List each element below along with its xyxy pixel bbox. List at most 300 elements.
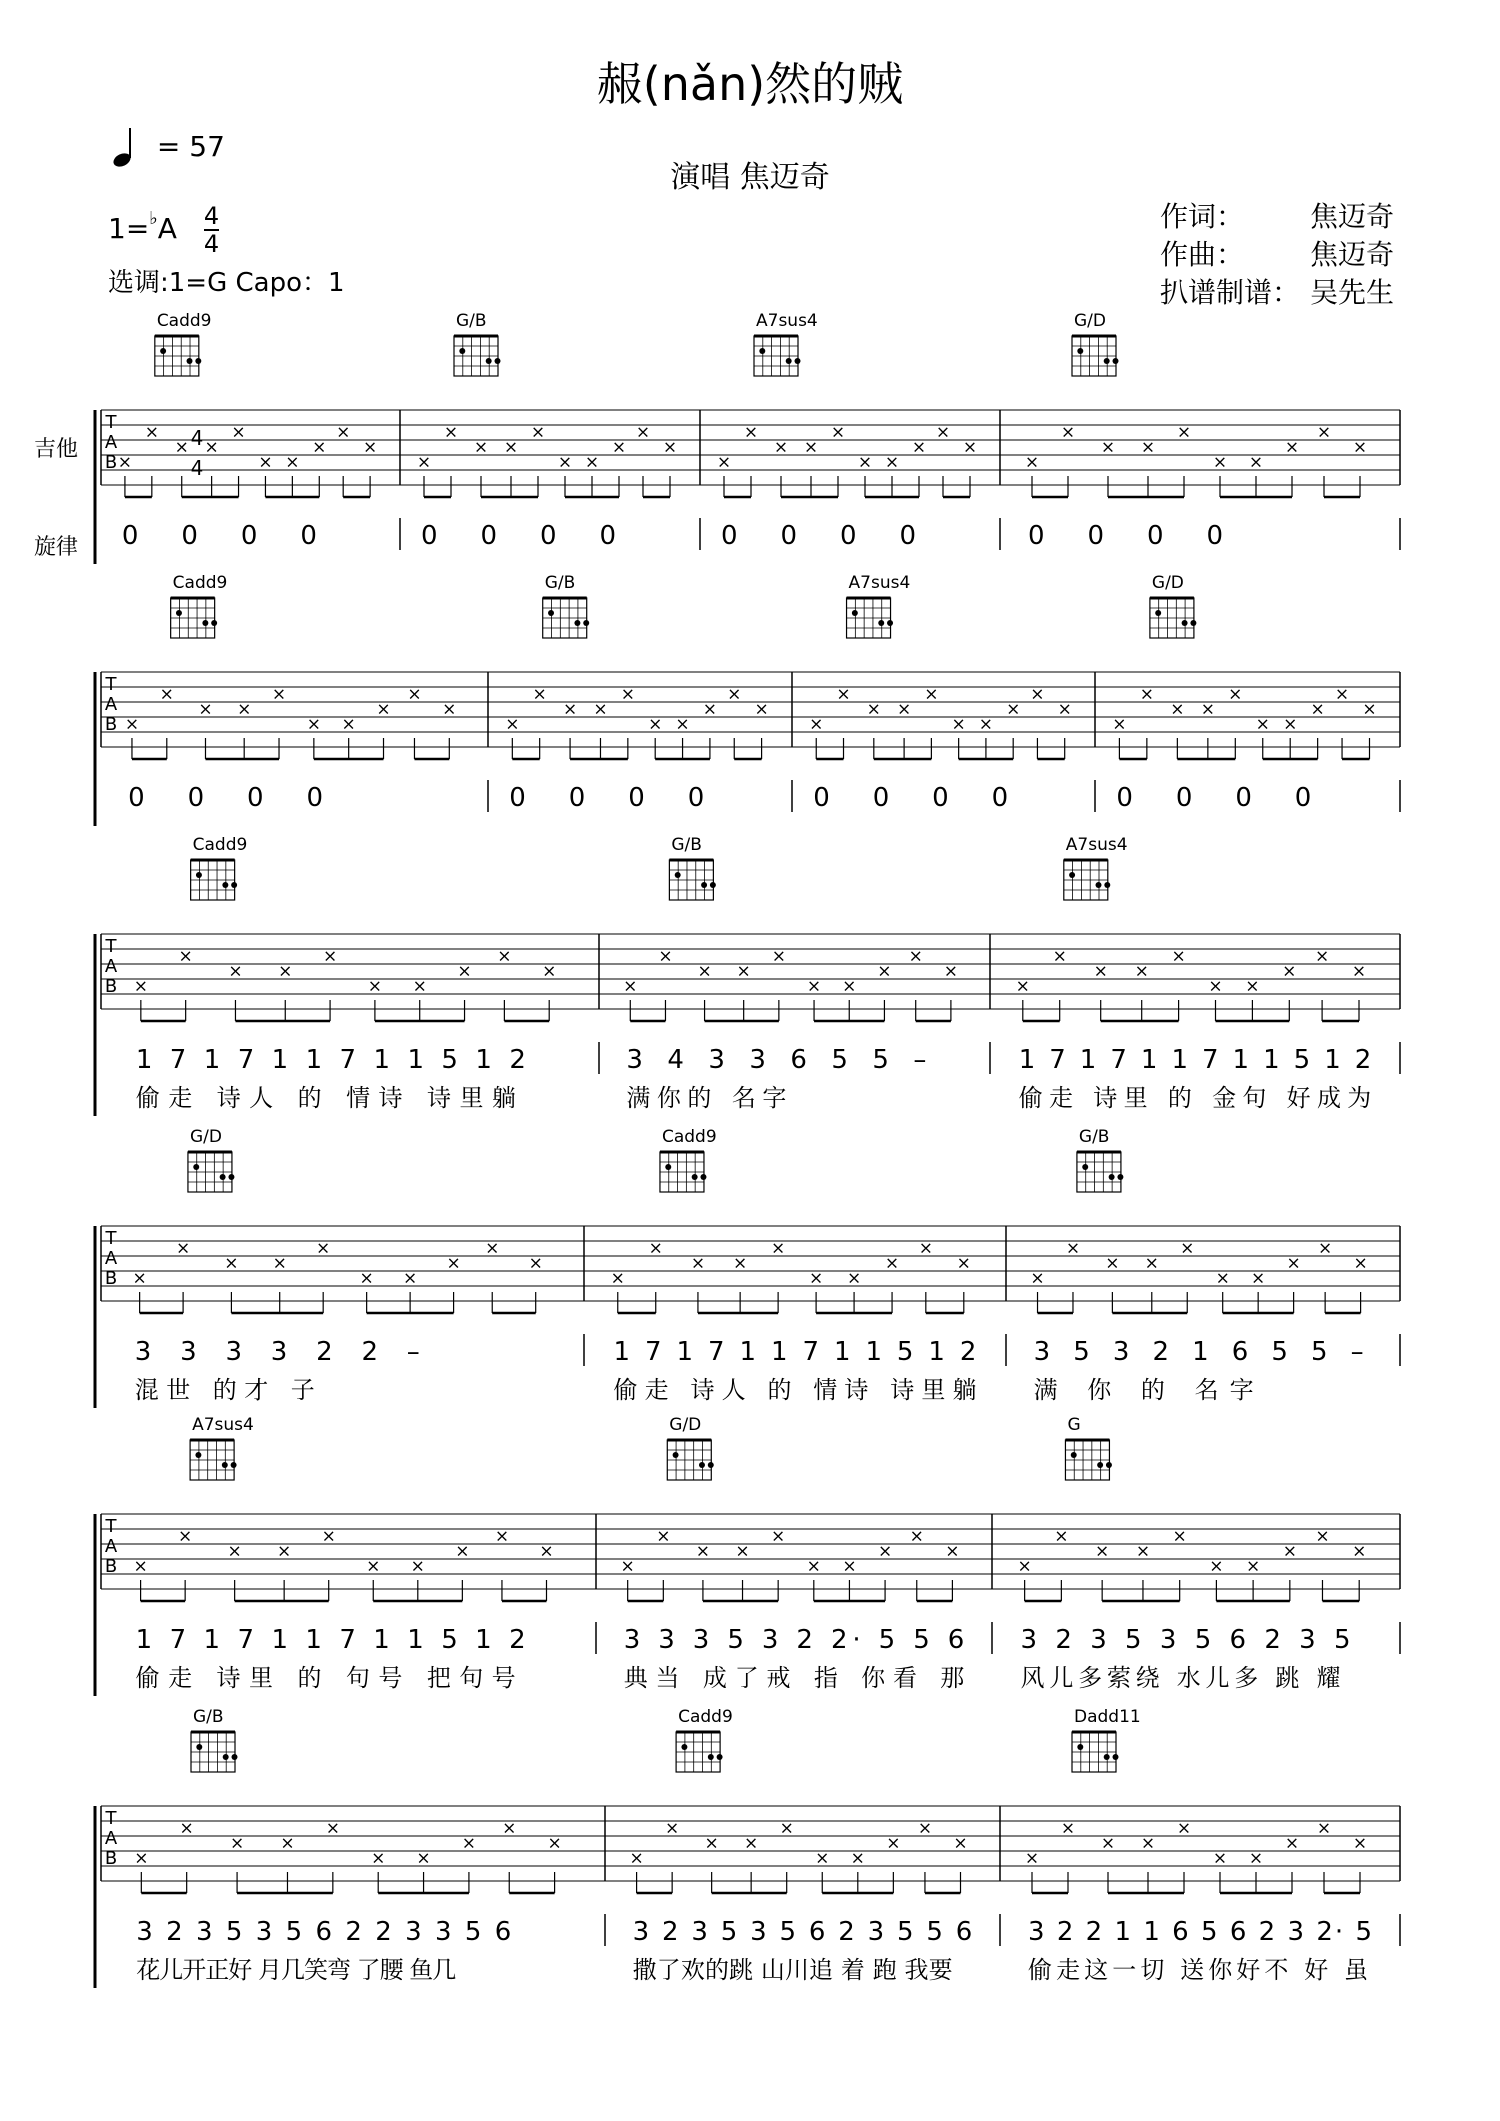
chord-name: G/D [189, 1127, 222, 1147]
transcriber-label: 扒谱制谱： [1160, 276, 1301, 309]
tab-x-note: × [620, 1556, 635, 1577]
finger-dot [795, 358, 801, 364]
tab-x-note: × [312, 437, 327, 458]
tab-x-note: × [258, 452, 273, 473]
lyric-text: 满 你 的 名字 [1033, 1376, 1254, 1404]
chord-name: A7sus4 [1065, 835, 1128, 855]
finger-dot [1106, 1462, 1112, 1468]
tab-x-note: × [1352, 1541, 1367, 1562]
tab-x-note: × [1057, 699, 1072, 720]
finger-dot [195, 1452, 201, 1458]
finger-dot [211, 620, 217, 626]
tab-x-note: × [1228, 684, 1243, 705]
tab-x-note: × [271, 684, 287, 705]
tab-x-note: × [306, 714, 321, 735]
tab-x-note: × [178, 1526, 193, 1547]
chord-diagram [676, 1732, 723, 1772]
tab-clef-letter: A [104, 1248, 118, 1269]
finger-dot [193, 1164, 199, 1170]
tab-x-note: × [159, 684, 174, 705]
tab-x-note: × [1030, 1268, 1045, 1289]
tab-x-note: × [117, 452, 133, 473]
tab-x-note: × [610, 1268, 625, 1289]
tab-x-note: × [695, 1541, 711, 1562]
tab-x-note: × [716, 452, 732, 473]
tab-x-note: × [770, 1238, 786, 1259]
tab-x-note: × [953, 1833, 968, 1854]
finger-dot [1069, 872, 1075, 878]
time-sig-bottom: 4 [203, 230, 220, 258]
tab-x-note: × [779, 1818, 794, 1839]
chord-name: Cadd9 [678, 1707, 733, 1727]
capo-info: 选调:1=G Capo：1 [108, 268, 345, 298]
tab-x-note: × [771, 946, 786, 967]
tab-x-note: × [806, 1556, 821, 1577]
finger-dot [699, 1462, 705, 1468]
tab-x-note: × [917, 1818, 933, 1839]
tab-x-note: × [227, 1541, 242, 1562]
lyricist-label: 作词： [1160, 200, 1245, 233]
tab-x-note: × [884, 452, 900, 473]
tab-x-note: × [1282, 961, 1297, 982]
tab-x-note: × [1176, 422, 1192, 443]
tab-x-note: × [1316, 422, 1332, 443]
melody-numbers: 3 3 3 3 2 2 – [134, 1337, 420, 1367]
chord-name: Cadd9 [172, 573, 228, 593]
melody-numbers: 3 4 3 3 6 5 5 – [626, 1045, 927, 1075]
melody-part-label: 旋律 [34, 535, 79, 560]
finger-dot [1082, 1164, 1088, 1170]
finger-dot [574, 620, 580, 626]
tab-x-note: × [336, 422, 351, 443]
tab-x-note: × [229, 1833, 245, 1854]
chord-diagram [1064, 860, 1111, 900]
tab-x-note: × [665, 1818, 680, 1839]
tab-x-note: × [690, 1253, 706, 1274]
tab-x-note: × [1030, 684, 1045, 705]
finger-dot [1155, 610, 1161, 616]
chord-name: G/D [1151, 573, 1184, 593]
tab-x-note: × [1170, 699, 1185, 720]
tab-x-note: × [1100, 437, 1116, 458]
tab-x-note: × [366, 1556, 381, 1577]
tab-x-note: × [1140, 437, 1156, 458]
chord-diagram [454, 336, 501, 376]
finger-dot [195, 358, 201, 364]
tab-x-note: × [1060, 1818, 1076, 1839]
tab-x-note: × [629, 1848, 644, 1869]
tab-x-note: × [806, 976, 822, 997]
tab-clef-letter: T [105, 1228, 117, 1249]
tab-x-note: × [1006, 699, 1021, 720]
tab-clef-letter: T [105, 1808, 117, 1829]
chord-name: Cadd9 [192, 835, 248, 855]
tab-x-note: × [455, 1541, 470, 1562]
lyric-text: 撒了欢的跳 山川追 着 跑 我要 [632, 1956, 953, 1984]
tab-clef-letter: T [105, 936, 117, 957]
key-note: A [157, 212, 177, 245]
chord-diagram [669, 860, 716, 900]
tab-x-note: × [1352, 437, 1368, 458]
tab-x-note: × [1314, 946, 1330, 967]
chord-diagram [667, 1440, 714, 1480]
tab-clef-letter: A [104, 694, 118, 715]
tab-x-note: × [457, 961, 472, 982]
composer-name: 焦迈奇 [1310, 238, 1395, 271]
melody-numbers: 1 7 1 7 1 1 7 1 1 5 1 2 [135, 1625, 526, 1655]
composer-label: 作曲： [1160, 238, 1245, 271]
tab-x-note: × [611, 437, 627, 458]
lyric-text: 偷走 诗人 的 情诗 诗里躺 [135, 1084, 516, 1112]
tab-x-note: × [528, 1253, 543, 1274]
melody-numbers: 0 0 0 0 [1028, 521, 1223, 551]
finger-dot [220, 1174, 226, 1180]
tab-x-note: × [1310, 699, 1325, 720]
tab-x-note: × [1284, 1833, 1300, 1854]
tab-x-note: × [1208, 976, 1223, 997]
tab-x-note: × [658, 946, 673, 967]
tab-x-note: × [530, 422, 546, 443]
tab-clef-letter: T [105, 1516, 117, 1537]
tab-x-note: × [376, 699, 391, 720]
tab-x-note: × [175, 1238, 191, 1259]
chord-diagram [660, 1152, 707, 1192]
tab-clef-letter: T [105, 674, 117, 695]
tab-x-note: × [735, 1541, 750, 1562]
finger-dot [202, 620, 208, 626]
tab-x-note: × [367, 976, 383, 997]
finger-dot [1096, 882, 1102, 888]
tab-x-note: × [1245, 976, 1260, 997]
tab-x-note: × [485, 1238, 500, 1259]
melody-numbers: 0 0 0 0 [721, 521, 916, 551]
tab-x-note: × [416, 452, 432, 473]
tab-x-note: × [911, 437, 927, 458]
chord-name: G/B [671, 835, 702, 855]
tab-x-note: × [978, 714, 994, 735]
tab-x-note: × [935, 422, 951, 443]
tab-x-note: × [1283, 714, 1298, 735]
finger-dot [1104, 1754, 1110, 1760]
chord-diagram [155, 336, 202, 376]
tab-clef-letter: B [104, 452, 118, 473]
finger-dot [692, 1174, 698, 1180]
tab-x-note: × [1024, 452, 1040, 473]
lyric-text: 典当 成了戒 指 你看 那 [623, 1664, 965, 1692]
melody-numbers: 0 0 0 0 [509, 783, 705, 813]
tab-x-note: × [1144, 1253, 1159, 1274]
tab-x-note: × [842, 976, 857, 997]
song-title: 赧(nǎn)然的贼 [596, 57, 904, 111]
tab-x-note: × [648, 714, 663, 735]
melody-numbers: 3 2 2 1 1 6 5 6 2 3 2· 5 [1028, 1917, 1372, 1947]
tab-x-note: × [1015, 976, 1030, 997]
tab-x-note: × [1024, 1848, 1040, 1869]
finger-dot [852, 610, 858, 616]
tab-x-note: × [1060, 422, 1076, 443]
tab-x-note: × [815, 1848, 830, 1869]
tab-x-note: × [896, 699, 912, 720]
tab-x-note: × [494, 1526, 510, 1547]
chord-diagram [190, 1440, 237, 1480]
finger-dot [681, 1744, 687, 1750]
finger-dot [176, 610, 182, 616]
chord-diagram [1072, 336, 1119, 376]
tab-x-note: × [133, 976, 148, 997]
tab-x-note: × [1286, 1253, 1301, 1274]
tab-x-note: × [850, 1848, 865, 1869]
chord-name: G/B [544, 573, 576, 593]
finger-dot [459, 348, 465, 354]
melody-numbers: 1 7 1 7 1 1 7 1 1 5 1 2 [135, 1045, 526, 1075]
finger-dot [196, 872, 202, 878]
finger-dot [675, 872, 681, 878]
tab-x-note: × [1209, 1556, 1224, 1577]
tab-x-note: × [502, 1818, 517, 1839]
tempo-value: = 57 [156, 130, 225, 163]
melody-numbers: 1 7 1 7 1 1 7 1 1 5 1 2 [613, 1337, 977, 1367]
melody-numbers: 3 2 3 5 3 5 6 2 3 5 5 6 [632, 1917, 973, 1947]
finger-dot [223, 1754, 229, 1760]
chord-name: A7sus4 [848, 573, 911, 593]
finger-dot [759, 348, 765, 354]
chord-name: A7sus4 [192, 1415, 254, 1435]
tab-x-note: × [656, 1526, 671, 1547]
flat-sign: ♭ [149, 208, 158, 229]
tab-x-note: × [1212, 1848, 1228, 1869]
lyric-text: 偷走 诗人 的 情诗 诗里躺 [613, 1376, 977, 1404]
tab-x-note: × [539, 1541, 554, 1562]
tab-x-note: × [473, 437, 489, 458]
finger-dot [228, 1174, 234, 1180]
tab-x-note: × [280, 1833, 295, 1854]
tab-x-note: × [1135, 1541, 1151, 1562]
tab-x-note: × [1095, 1541, 1110, 1562]
tab-x-note: × [407, 684, 422, 705]
chord-name: G/B [1078, 1127, 1110, 1147]
tab-clef-letter: A [104, 432, 118, 453]
finger-dot [495, 358, 501, 364]
finger-dot [708, 1462, 714, 1468]
finger-dot [710, 882, 716, 888]
finger-dot [583, 620, 589, 626]
tab-x-note: × [133, 1556, 148, 1577]
tab-x-note: × [1139, 684, 1154, 705]
tab-x-note: × [809, 714, 824, 735]
tab-x-note: × [1180, 1238, 1195, 1259]
finger-dot [1104, 358, 1110, 364]
tab-x-note: × [198, 699, 213, 720]
tab-x-note: × [1200, 699, 1215, 720]
tab-x-note: × [1100, 1833, 1116, 1854]
tab-x-note: × [278, 961, 293, 982]
chord-name: A7sus4 [756, 311, 818, 331]
tab-x-note: × [228, 961, 243, 982]
tab-x-note: × [1105, 1253, 1120, 1274]
finger-dot [231, 1462, 237, 1468]
tab-x-note: × [962, 437, 978, 458]
tab-x-note: × [410, 1556, 425, 1577]
melody-numbers: 0 0 0 0 [1116, 783, 1312, 813]
finger-dot [1097, 1462, 1103, 1468]
tab-x-note: × [1362, 699, 1377, 720]
lyric-text: 偷走 诗里 的 金句 好成为 [1018, 1084, 1372, 1112]
lyric-text: 满你的 名字 [626, 1084, 787, 1112]
tab-x-note: × [1352, 1833, 1368, 1854]
chord-name: G/B [456, 311, 487, 331]
tab-x-note: × [1282, 1541, 1297, 1562]
tab-x-note: × [179, 1818, 194, 1839]
lyric-text: 花儿开正好 月几笑弯 了腰 鱼几 [136, 1956, 457, 1984]
tab-x-note: × [704, 1833, 719, 1854]
tab-x-note: × [443, 422, 459, 443]
tab-x-note: × [702, 699, 718, 720]
chord-diagram [1077, 1152, 1124, 1192]
tab-x-note: × [124, 714, 140, 735]
finger-dot [717, 1754, 723, 1760]
chord-name: Dadd11 [1074, 1707, 1141, 1727]
tab-x-note: × [1245, 1556, 1261, 1577]
finger-dot [486, 358, 492, 364]
finger-dot [1077, 1744, 1083, 1750]
lyricist-name: 焦迈奇 [1310, 200, 1395, 233]
tab-x-note: × [371, 1848, 386, 1869]
tab-x-note: × [771, 1526, 786, 1547]
finger-dot [1182, 620, 1188, 626]
tab-x-note: × [884, 1253, 900, 1274]
chord-name: G [1067, 1415, 1081, 1435]
tab-x-note: × [1334, 684, 1350, 705]
melody-numbers: 0 0 0 0 [121, 521, 317, 551]
tab-x-note: × [733, 1253, 748, 1274]
chord-diagram [191, 1732, 238, 1772]
tab-x-note: × [1248, 1848, 1264, 1869]
tab-x-note: × [442, 699, 457, 720]
tab-x-note: × [1054, 1526, 1069, 1547]
tab-x-note: × [1017, 1556, 1032, 1577]
chord-diagram [754, 336, 801, 376]
tab-x-note: × [144, 422, 159, 443]
tab-x-note: × [945, 1541, 960, 1562]
tab-x-note: × [754, 699, 769, 720]
tab-clef-letter: B [104, 1556, 118, 1577]
finger-dot [1104, 882, 1110, 888]
finger-dot [548, 610, 554, 616]
tab-x-note: × [675, 714, 690, 735]
tab-x-note: × [542, 961, 557, 982]
tab-x-note: × [943, 961, 959, 982]
tab-x-note: × [918, 1238, 933, 1259]
finger-dot [1113, 1754, 1119, 1760]
tab-x-note: × [322, 946, 338, 967]
tab-clef-letter: A [104, 1536, 118, 1557]
tab-x-note: × [505, 714, 520, 735]
chord-diagram [1150, 598, 1197, 638]
tab-x-note: × [924, 684, 939, 705]
tab-clef-letter: B [104, 1268, 118, 1289]
tab-x-note: × [1172, 1526, 1187, 1547]
tab-x-note: × [1112, 714, 1127, 735]
tab-x-note: × [1215, 1268, 1230, 1289]
chord-diagram [188, 1152, 235, 1192]
chord-name: Cadd9 [156, 311, 212, 331]
tab-x-note: × [1134, 961, 1149, 982]
tab-x-note: × [1318, 1238, 1333, 1259]
finger-dot [700, 1174, 706, 1180]
tab-x-note: × [620, 684, 635, 705]
chord-diagram [1065, 1440, 1112, 1480]
tab-x-note: × [557, 452, 573, 473]
finger-dot [1077, 348, 1083, 354]
tab-x-note: × [532, 684, 547, 705]
tab-x-note: × [321, 1526, 336, 1547]
chord-name: G/D [669, 1415, 702, 1435]
finger-dot [665, 1164, 671, 1170]
melody-numbers: 0 0 0 0 [128, 783, 324, 813]
tab-x-note: × [951, 714, 966, 735]
tab-x-note: × [1140, 1833, 1156, 1854]
finger-dot [887, 620, 893, 626]
key-prefix: 1= [108, 212, 150, 245]
melody-numbers: 0 0 0 0 [813, 783, 1009, 813]
tab-x-note: × [402, 1268, 418, 1289]
tab-x-note: × [842, 1556, 857, 1577]
guitar-part-label: 吉他 [34, 437, 79, 462]
melody-numbers: 3 2 3 5 3 5 6 2 3 5 [1020, 1625, 1351, 1655]
tab-x-note: × [285, 452, 300, 473]
tab-x-note: × [866, 699, 881, 720]
finger-dot [701, 882, 707, 888]
melody-numbers: 0 0 0 0 [421, 521, 616, 551]
time-sig-top: 4 [203, 202, 220, 230]
tab-x-note: × [635, 422, 651, 443]
tab-x-note: × [224, 1253, 239, 1274]
tab-x-note: × [697, 961, 712, 982]
tab-x-note: × [1255, 714, 1270, 735]
tab-x-note: × [412, 976, 427, 997]
chord-name: G/D [1074, 311, 1106, 331]
tab-x-note: × [808, 1268, 824, 1289]
tab-x-note: × [877, 1541, 893, 1562]
tab-x-note: × [272, 1253, 287, 1274]
tab-x-note: × [277, 1541, 292, 1562]
tab-x-note: × [956, 1253, 971, 1274]
tab-x-note: × [846, 1268, 862, 1289]
tab-x-note: × [1315, 1526, 1330, 1547]
tab-clef-letter: B [104, 714, 118, 735]
finger-dot [187, 358, 193, 364]
tab-x-note: × [132, 1268, 147, 1289]
finger-dot [708, 1754, 714, 1760]
tab-x-note: × [857, 452, 873, 473]
tab-x-note: × [648, 1238, 663, 1259]
tab-x-note: × [593, 699, 608, 720]
tab-x-note: × [1065, 1238, 1081, 1259]
tab-x-note: × [1284, 437, 1300, 458]
finger-dot [1117, 1174, 1123, 1180]
tab-x-note: × [743, 422, 759, 443]
tab-x-note: × [773, 437, 789, 458]
tab-x-note: × [134, 1848, 149, 1869]
tab-time-sig: 4 [190, 426, 204, 450]
tab-x-note: × [886, 1833, 901, 1854]
tab-x-note: × [584, 452, 600, 473]
tab-time-sig: 4 [190, 456, 204, 480]
tab-x-note: × [736, 961, 751, 982]
tab-clef-letter: A [104, 1828, 118, 1849]
tab-x-note: × [1093, 961, 1108, 982]
tab-x-note: × [204, 437, 219, 458]
